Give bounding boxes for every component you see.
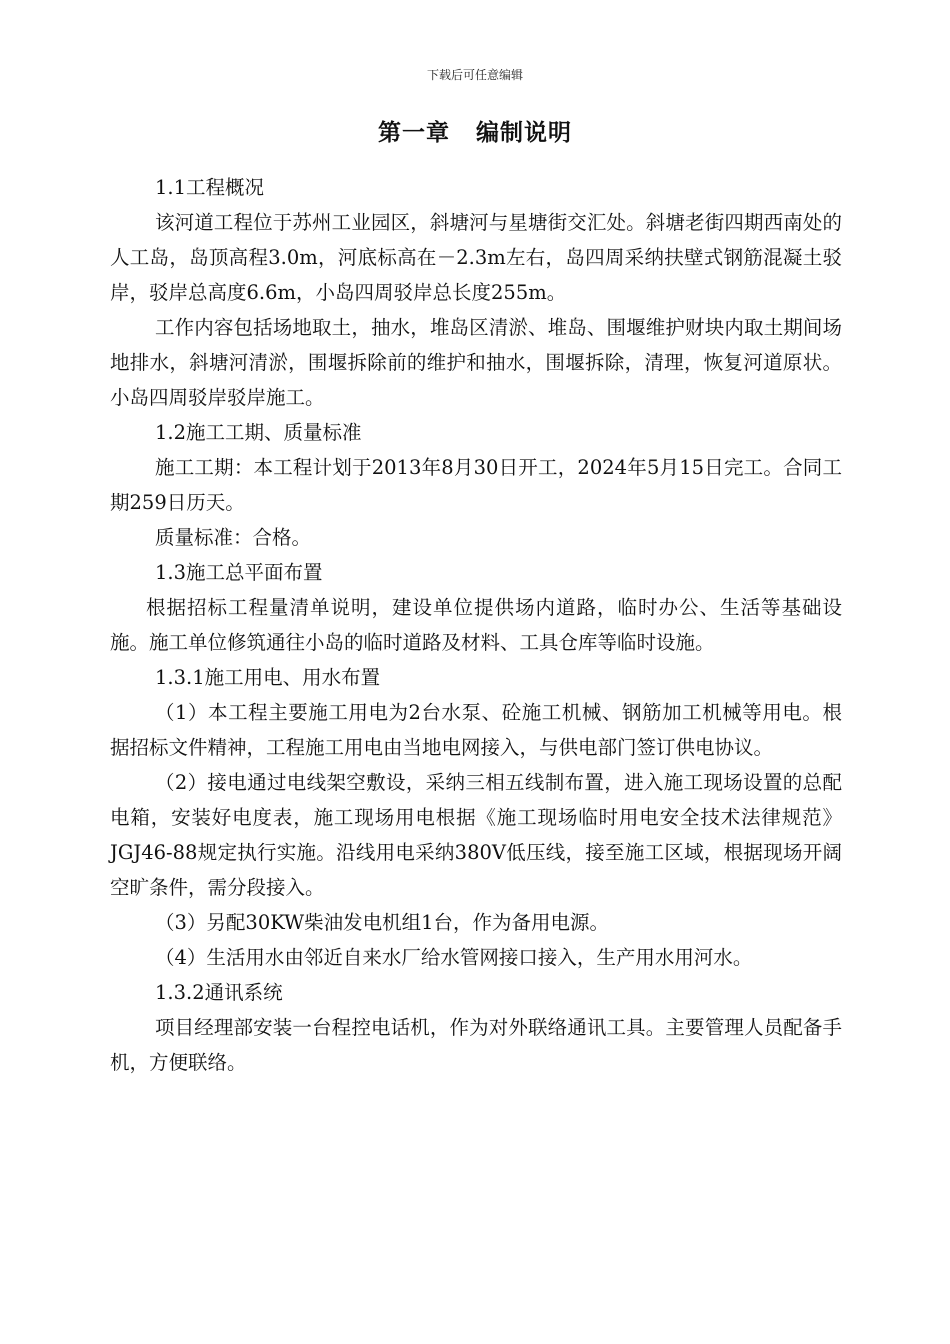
paragraph-power-item-3: （3）另配30KW柴油发电机组1台，作为备用电源。 <box>155 911 610 934</box>
paragraph-power-item-2: （2）接电通过电线架空敷设，采纳三相五线制布置，进入施工现场设置的总配电箱，安装好电度表，施工现场用电根据《施工现场临时用电安全技术法律规范》JGJ46-88规定执行实施。沿线用电采纳380V低压线，接至施工区域，根据现场开阔空旷条件，需分段接入。 <box>110 771 842 899</box>
paragraph-power-item-1: （1）本工程主要施工用电为2台水泵、砼施工机械、钢筋加工机械等用电。根据招标文件精神，工程施工用电由当地电网接入，与供电部门签订供电协议。 <box>110 701 842 759</box>
document-body <box>110 170 842 1080</box>
chapter-title <box>0 114 950 147</box>
section-heading-1-3-2: 1.3.2通讯系统 <box>155 981 283 1004</box>
page-header-note: 下载后可任意编辑 <box>426 68 523 82</box>
paragraph-project-overview: 该河道工程位于苏州工业园区，斜塘河与星塘街交汇处。斜塘老街四期西南处的人工岛，岛顶高程3.0m，河底标高在－2.3m左右，岛四周采纳扶壁式钢筋混凝土驳岸，驳岸总高度6.6m，小岛四周驳岸总长度255m。 <box>110 211 842 304</box>
paragraph-site-layout: 根据招标工程量清单说明，建设单位提供场内道路，临时办公、生活等基础设施。施工单位修筑通往小岛的临时道路及材料、工具仓库等临时设施。 <box>110 596 842 654</box>
paragraph-water-item-4: （4）生活用水由邻近自来水厂给水管网接口接入，生产用水用河水。 <box>155 946 753 969</box>
section-heading-1-3: 1.3施工总平面布置 <box>155 561 323 584</box>
paragraph-communication: 项目经理部安装一台程控电话机，作为对外联络通讯工具。主要管理人员配备手机，方便联络。 <box>110 1016 842 1074</box>
paragraph-work-scope: 工作内容包括场地取土，抽水，堆岛区清淤、堆岛、围堰维护财块内取土期间场地排水，斜塘河清淤，围堰拆除前的维护和抽水，围堰拆除，清理，恢复河道原状。小岛四周驳岸驳岸施工。 <box>110 316 842 409</box>
chapter-name: 编制说明 <box>476 119 572 146</box>
section-heading-1-1: 1.1工程概况 <box>155 176 265 199</box>
chapter-number: 第一章 <box>378 119 450 146</box>
paragraph-schedule: 施工工期：本工程计划于2013年8月30日开工，2024年5月15日完工。合同工期259日历天。 <box>110 456 842 514</box>
section-heading-1-2: 1.2施工工期、质量标准 <box>155 421 362 444</box>
section-heading-1-3-1: 1.3.1施工用电、用水布置 <box>155 666 381 689</box>
paragraph-quality-standard: 质量标准：合格。 <box>155 526 312 549</box>
